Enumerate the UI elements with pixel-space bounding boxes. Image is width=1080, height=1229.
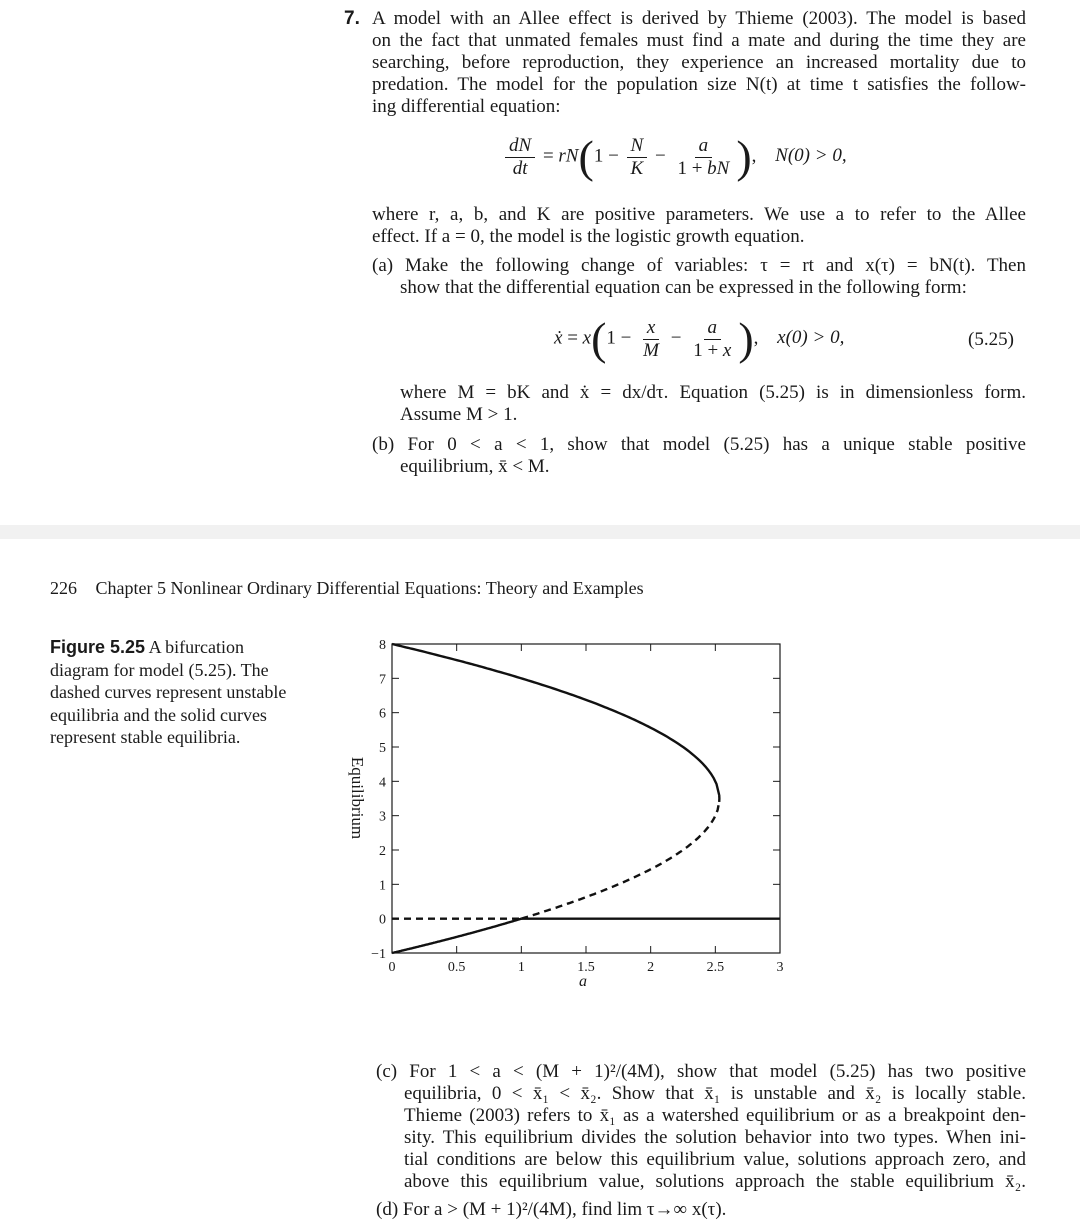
y-tick-label: 1 bbox=[379, 878, 386, 894]
y-tick-label: 5 bbox=[379, 741, 386, 756]
eq2-initial-condition: x(0) > 0, bbox=[777, 327, 845, 349]
part-d bbox=[376, 1199, 1026, 1221]
plot-frame bbox=[392, 644, 780, 953]
x-tick-label: 3 bbox=[776, 960, 784, 975]
part-a-after-line-1: where M = bK and ẋ = dx/dτ. Equation (5.25) is in dimensionless form. bbox=[400, 382, 1026, 403]
params-line-1: where r, a, b, and K are positive parameters. We use a to refer to the Allee bbox=[372, 204, 1026, 225]
part-b-line-1: (b) For 0 < a < 1, show that model (5.25) has a unique stable positive bbox=[372, 434, 1026, 455]
part-c-line-6: above this equilibrium value, solutions approach the stable equilibrium x̄₂. bbox=[404, 1171, 1026, 1192]
dimensionless-equation: ẋ = x(1 − $\frac{x}{M}$ − $\frac{a}{1 + x}$ ), x(0) > 0, bbox=[554, 313, 845, 364]
figure-caption-text: A bifurcation diagram for model (5.25). The dashed curves represent unstable equilibria and the solid curves represent stable equilibria. bbox=[50, 637, 287, 747]
part-a-after-line-2: Assume M > 1. bbox=[400, 404, 518, 425]
intro-line-3: searching, before reproduction, they experience an increased mortality due to bbox=[372, 52, 1026, 73]
x-tick-label: 0.5 bbox=[447, 960, 466, 975]
series-line-0 bbox=[392, 644, 719, 795]
y-tick-label: 3 bbox=[379, 809, 386, 825]
part-b bbox=[372, 434, 1026, 478]
part-a-line-1: (a) Make the following change of variables: τ = rt and x(τ) = bN(t). Then bbox=[372, 255, 1026, 276]
bifurcation-diagram bbox=[330, 628, 800, 993]
figure-caption bbox=[50, 636, 300, 749]
intro-line-1: A model with an Allee effect is derived by Thieme (2003). The model is based bbox=[372, 8, 1026, 29]
y-tick-label: −1 bbox=[371, 947, 386, 962]
problem-7-parameters bbox=[372, 204, 1026, 248]
page-number: 226 bbox=[50, 578, 77, 598]
part-d-line: (d) For a > (M + 1)²/(4M), find lim τ→∞ x(τ). bbox=[376, 1199, 727, 1220]
series-line-2 bbox=[521, 802, 719, 919]
page-top bbox=[0, 0, 1080, 525]
part-c-line-4: sity. This equilibrium divides the solution behavior into two types. When ini- bbox=[404, 1127, 1026, 1148]
part-c-line-1: (c) For 1 < a < (M + 1)²/(4M), show that model (5.25) has two positive bbox=[376, 1061, 1026, 1082]
part-c-line-5: tial conditions are below this equilibrium value, solutions approach zero, and bbox=[404, 1149, 1026, 1170]
y-axis-label: Equilibrium bbox=[348, 756, 367, 840]
axis-ticks bbox=[371, 638, 783, 975]
figure-label: Figure 5.25 bbox=[50, 637, 146, 657]
part-c bbox=[376, 1061, 1026, 1193]
x-tick-label: 2.5 bbox=[706, 960, 725, 975]
running-header bbox=[50, 578, 644, 599]
eq1-initial-condition: N(0) > 0, bbox=[775, 145, 847, 167]
equilibrium-curves bbox=[392, 644, 780, 953]
intro-line-2: on the fact that unmated females must find a mate and during the time they are bbox=[372, 30, 1026, 51]
y-tick-label: 8 bbox=[379, 638, 386, 653]
page-separator bbox=[0, 525, 1080, 539]
problem-7-intro bbox=[344, 8, 1026, 118]
intro-line-5: ing differential equation: bbox=[372, 96, 561, 117]
x-tick-label: 1.5 bbox=[577, 960, 595, 975]
y-tick-label: 4 bbox=[379, 775, 386, 791]
equation-label: (5.25) bbox=[968, 329, 1014, 350]
x-tick-label: 2 bbox=[647, 960, 655, 975]
y-tick-label: 2 bbox=[379, 844, 386, 859]
y-tick-label: 6 bbox=[379, 706, 386, 722]
part-c-line-3: Thieme (2003) refers to x̄₁ as a watershed equilibrium or as a breakpoint den- bbox=[404, 1105, 1026, 1126]
x-tick-label: 1 bbox=[517, 960, 525, 975]
intro-line-4: predation. The model for the population size N(t) at time t satisfies the follow- bbox=[372, 74, 1026, 95]
x-tick-label: 0 bbox=[388, 960, 396, 975]
y-tick-label: 7 bbox=[379, 672, 386, 688]
chapter-title: Chapter 5 Nonlinear Ordinary Differential Equations: Theory and Examples bbox=[95, 578, 644, 598]
part-c-line-2: equilibria, 0 < x̄₁ < x̄₂. Show that x̄₁ is unstable and x̄₂ is locally stable. bbox=[404, 1083, 1026, 1104]
problem-number: 7. bbox=[344, 8, 360, 29]
y-tick-label: 0 bbox=[379, 912, 386, 928]
x-axis-label: a bbox=[579, 973, 587, 990]
part-a-continued bbox=[400, 382, 1026, 426]
part-b-line-2: equilibrium, x̄ < M. bbox=[400, 456, 550, 477]
logistic-allee-equation: $\frac{dN}{dt}$ = rN(1 − $\frac{N}{K}$ − $\frac{a}{1 + bN}$ ), N(0) > 0, bbox=[502, 134, 847, 180]
part-a-line-2: show that the differential equation can be expressed in the following form: bbox=[400, 277, 967, 298]
params-line-2: effect. If a = 0, the model is the logistic growth equation. bbox=[372, 226, 805, 247]
part-a bbox=[372, 255, 1026, 299]
